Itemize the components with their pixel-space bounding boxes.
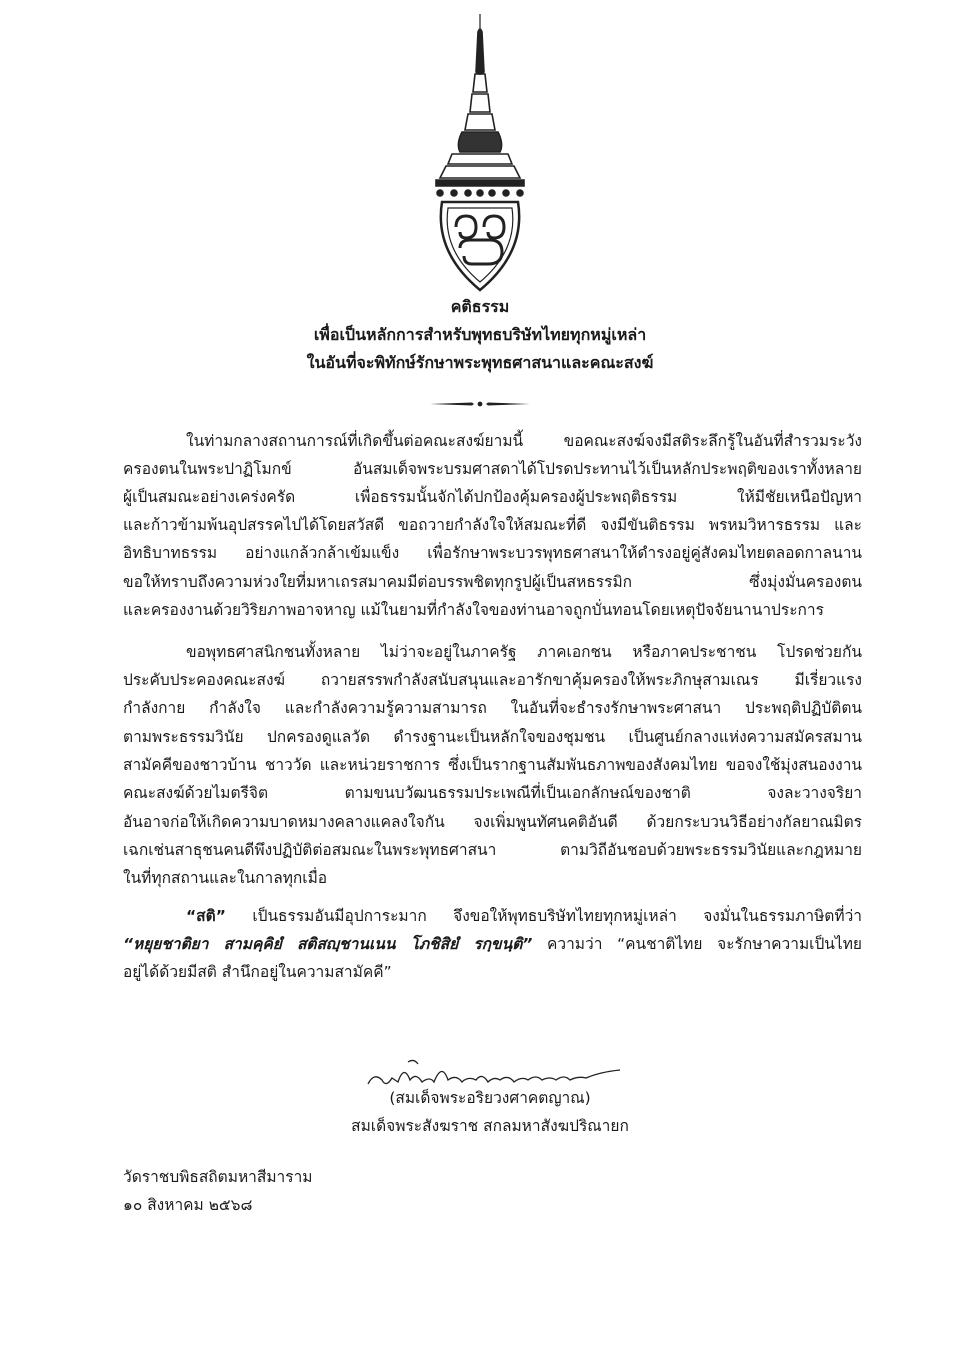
issuing-place: วัดราชบพิธสถิตมหาสีมาราม — [123, 1168, 313, 1186]
paragraph-line: ครองตนในพระปาฏิโมกข์ อันสมเด็จพระบรมศาสดาได้โปรดประทานไว้เป็นหลักประพฤติของเราทั้งหลาย — [123, 460, 862, 478]
paragraph-line: กำลังกาย กำลังใจ และกำลังความรู้ความสามารถ ในอันที่จะธำรงรักษาพระศาสนา ประพฤติปฏิบัติตน — [123, 699, 862, 717]
keyword-sati: “สติ” — [186, 907, 226, 925]
paragraph-line: อิทธิบาทธรรม อย่างแกล้วกล้าเข้มแข็ง เพื่อรักษาพระบวรพุทธศาสนาให้ดำรงอยู่คู่สังคมไทยตลอดกาลนาน — [123, 544, 862, 562]
emblem-logo — [430, 12, 530, 294]
paragraph-line: ในที่ทุกสถานและในกาลทุกเมื่อ — [123, 869, 328, 887]
ornament-divider — [428, 398, 532, 410]
document-subtitle: ในอันที่จะพิทักษ์รักษาพระพุทธศาสนาและคณะสงฆ์ — [306, 353, 654, 372]
text: เป็นธรรมอันมีอุปการะมาก จึงขอให้พุทธบริษัทไทยทุกหมู่เหล่า จงมั่นในธรรมภาษิตที่ว่า — [225, 907, 862, 925]
paragraph-line: และครองงานด้วยวิริยภาพอาจหาญ แม้ในยามที่กำลังใจของท่านอาจถูกบั่นทอนโดยเหตุปัจจัยนานาประการ — [123, 601, 824, 619]
paragraph-line: สามัคคีของชาวบ้าน ชาววัด และหน่วยราชการ ซึ่งเป็นรากฐานสัมพันธภาพของสังคมไทย ขอจงใช้มุ่งสนองงาน — [123, 756, 862, 774]
paragraph-line: ขอพุทธศาสนิกชนทั้งหลาย ไม่ว่าจะอยู่ในภาครัฐ ภาคเอกชน หรือภาคประชาชน โปรดช่วยกัน — [186, 643, 862, 661]
pali-quote: “หยุยชาติยา สามคฺคิยํ สติสญฺชานเนน โภชิสิยํ รกฺขนฺติ” — [123, 935, 533, 953]
text: ความว่า “คนชาติไทย จะรักษาความเป็นไทย — [532, 935, 862, 953]
issue-date: ๑๐ สิงหาคม ๒๕๖๘ — [123, 1196, 253, 1214]
paragraph-line — [186, 902, 862, 930]
signatory-name: (สมเด็จพระอริยวงศาคตญาณ) — [389, 1089, 591, 1107]
paragraph-line: คณะสงฆ์ด้วยไมตรีจิต ตามขนบวัฒนธรรมประเพณีที่เป็นเอกลักษณ์ของชาติ จงละวางจริยา — [123, 784, 862, 802]
document-subtitle: เพื่อเป็นหลักการสำหรับพุทธบริษัทไทยทุกหมู่เหล่า — [313, 325, 647, 344]
document-title: คติธรรม — [450, 297, 510, 316]
paragraph-line: ผู้เป็นสมณะอย่างเคร่งครัด เพื่อธรรมนั้นจักได้ปกป้องคุ้มครองผู้ประพฤติธรรม ให้มีชัยเหนือปัญหา — [123, 488, 862, 506]
paragraph-line: ตามพระธรรมวินัย ปกครองดูแลวัด ดำรงฐานะเป็นหลักใจของชุมชน เป็นศูนย์กลางแห่งความสมัครสมาน — [123, 728, 862, 746]
paragraph-line: อยู่ได้ด้วยมีสติ สำนึกอยู่ในความสามัคคี” — [123, 963, 392, 981]
paragraph-line: ในท่ามกลางสถานการณ์ที่เกิดขึ้นต่อคณะสงฆ์ยามนี้ ขอคณะสงฆ์จงมีสติระลึกรู้ในอันที่สำรวมระวัง — [186, 432, 862, 450]
paragraph-line: อันอาจก่อให้เกิดความบาดหมางคลางแคลงใจกัน จงเพิ่มพูนทัศนคติอันดี ด้วยกระบวนวิธีอย่างกัลยาณมิตร — [123, 813, 862, 831]
paragraph-line — [123, 930, 862, 958]
signatory-title: สมเด็จพระสังฆราช สกลมหาสังฆปริณายก — [351, 1117, 629, 1135]
paragraph-line: และก้าวข้ามพ้นอุปสรรคไปได้โดยสวัสดี ขอถวายกำลังใจให้สมณะที่ดี จงมีขันติธรรม พรหมวิหารธรรม และ — [123, 516, 862, 534]
paragraph-line: เฉกเช่นสาธุชนคนดีพึงปฏิบัติต่อสมณะในพระพุทธศาสนา ตามวิถีอันชอบด้วยพระธรรมวินัยและกฎหมาย — [123, 841, 862, 859]
paragraph-line: ขอให้ทราบถึงความห่วงใยที่มหาเถรสมาคมมีต่อบรรพชิตทุกรูปผู้เป็นสหธรรมิก ซึ่งมุ่งมั่นครองตน — [123, 573, 862, 591]
paragraph-line: ประคับประคองคณะสงฆ์ ถวายสรรพกำลังสนับสนุนและอารักขาคุ้มครองให้พระภิกษุสามเณร มีเรี่ยวแรง — [123, 671, 862, 689]
